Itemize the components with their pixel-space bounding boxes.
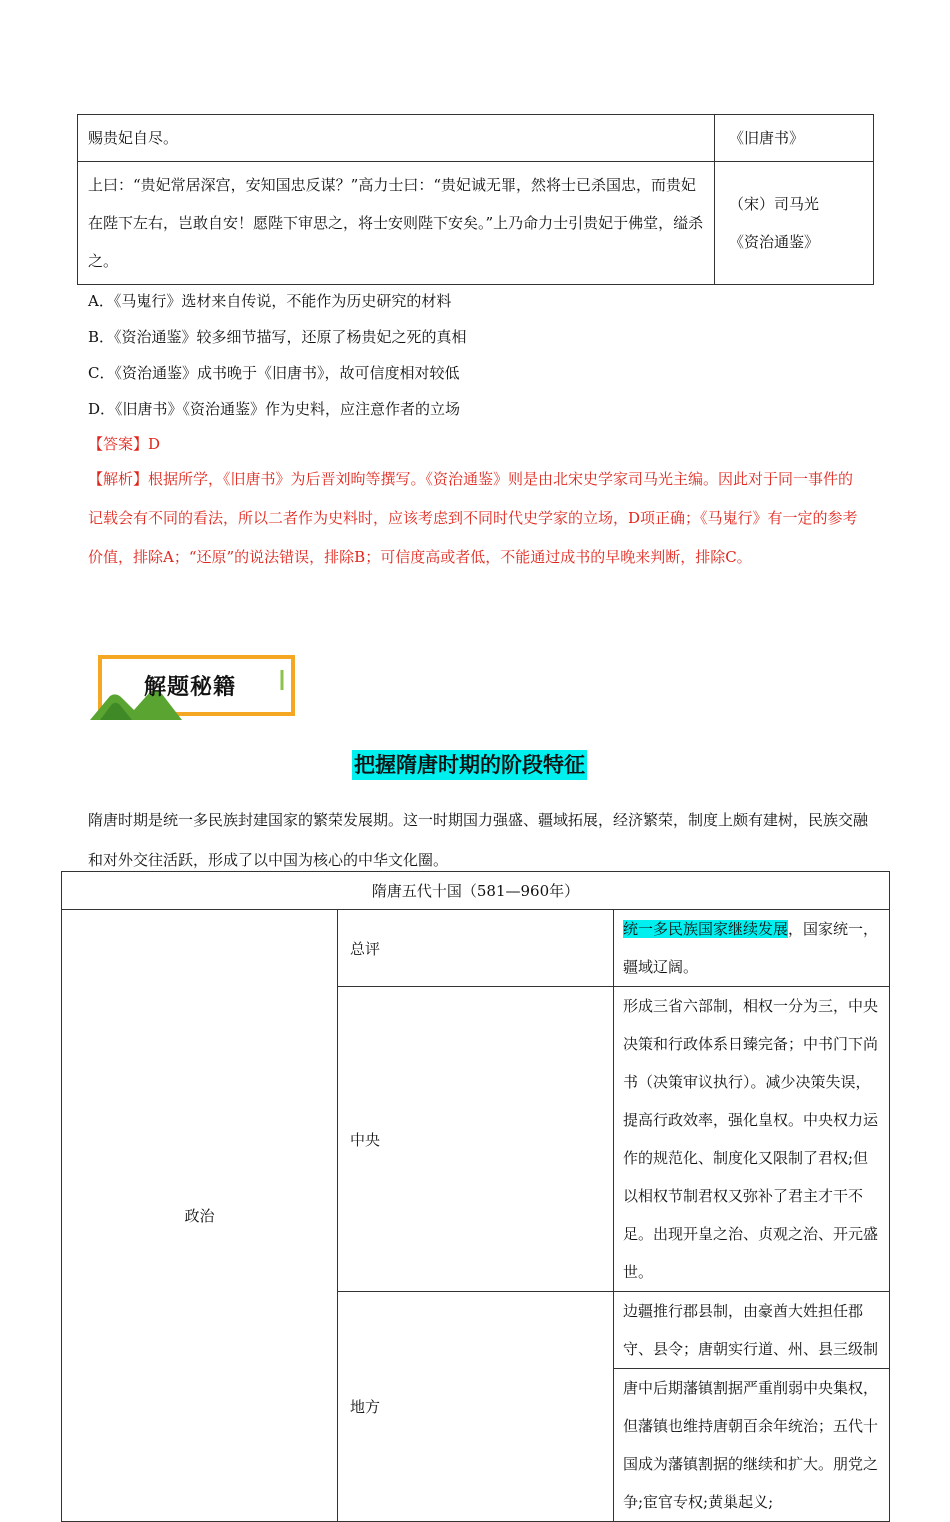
content-cell: 统一多民族国家继续发展，国家统一，疆域辽阔。 <box>614 910 890 987</box>
badge-label: 解题秘籍 <box>144 675 237 700</box>
content-cell: 唐中后期藩镇割据严重削弱中央集权，但藩镇也维持唐朝百余年统治；五代十国成为藩镇割据的继续和扩大。朋党之争;宦官专权;黄巢起义; <box>614 1369 890 1522</box>
content-cell: 边疆推行郡县制，由豪酋大姓担任郡守、县令；唐朝实行道、州、县三级制 <box>614 1292 890 1369</box>
source-book: 《资治通鉴》 <box>729 233 820 251</box>
analysis-text: 根据所学，《旧唐书》为后晋刘昫等撰写。《资治通鉴》则是由北宋史学家司马光主编。因此对于同一事件的记载会有不同的看法，所以二者作为史料时，应该考虑到不同时代史学家的立场，D项正确；《马嵬行》有一定的参考价值，排除A；“还原”的说法错误，排除B；可信度高或者低，不能通过成书的早晚来判断，排除C。 <box>88 470 858 566</box>
option-c: C．《资治通鉴》成书晚于《旧唐书》，故可信度相对较低 <box>88 364 460 382</box>
source-text: 上曰：“贵妃常居深宫，安知国忠反谋？”高力士曰：“贵妃诚无罪，然将士已杀国忠，而贵妃在陛下左右，岂敢自安！愿陛下审思之，将士安则陛下安矣。”上乃命力士引贵妃于佛堂，缢杀之。 <box>78 162 715 285</box>
content-cell: 形成三省六部制，相权一分为三，中央决策和行政体系日臻完备；中书门下尚书（决策审议执行）。减少决策失误，提高行政效率，强化皇权。中央权力运作的规范化、制度化又限制了君权;但以相权节制君权又弥补了君主才干不足。出现开皇之治、贞观之治、开元盛世。 <box>614 987 890 1292</box>
answer-value: D <box>148 435 161 453</box>
option-a: A．《马嵬行》选材来自传说，不能作为历史研究的材料 <box>88 292 452 310</box>
source-row <box>78 162 874 285</box>
option-b: B．《资治通鉴》较多细节描写，还原了杨贵妃之死的真相 <box>88 328 467 346</box>
source-citation: 《旧唐书》 <box>715 115 874 162</box>
option-d: D．《旧唐书》《资治通鉴》作为史料，应注意作者的立场 <box>88 400 461 418</box>
intro-paragraph: 隋唐时期是统一多民族封建国家的繁荣发展期。这一时期国力强盛、疆域拓展，经济繁荣，制度上颇有建树，民族交融和对外交往活跃，形成了以中国为核心的中华文化圈。 <box>88 811 869 869</box>
source-row <box>78 115 874 162</box>
answer <box>88 433 160 455</box>
table-header: 隋唐五代十国（581—960年） <box>62 872 890 910</box>
subcategory-cell: 总评 <box>338 910 614 987</box>
source-citation <box>715 162 874 285</box>
table-row <box>62 910 890 987</box>
period-table <box>61 871 890 1522</box>
tips-badge <box>90 652 298 720</box>
subcategory-cell: 中央 <box>338 987 614 1292</box>
analysis <box>88 460 868 577</box>
source-author: （宋）司马光 <box>729 195 820 213</box>
section-title: 把握隋唐时期的阶段特征 <box>352 750 587 780</box>
subcategory-cell: 地方 <box>338 1292 614 1522</box>
table-row <box>62 872 890 910</box>
source-text: 赐贵妃自尽。 <box>78 115 715 162</box>
answer-label: 【答案】 <box>88 435 149 453</box>
highlight-text: 统一多民族国家继续发展 <box>623 920 789 938</box>
analysis-label: 【解析】 <box>88 470 149 488</box>
category-cell: 政治 <box>62 910 338 1522</box>
source-table <box>77 114 874 285</box>
